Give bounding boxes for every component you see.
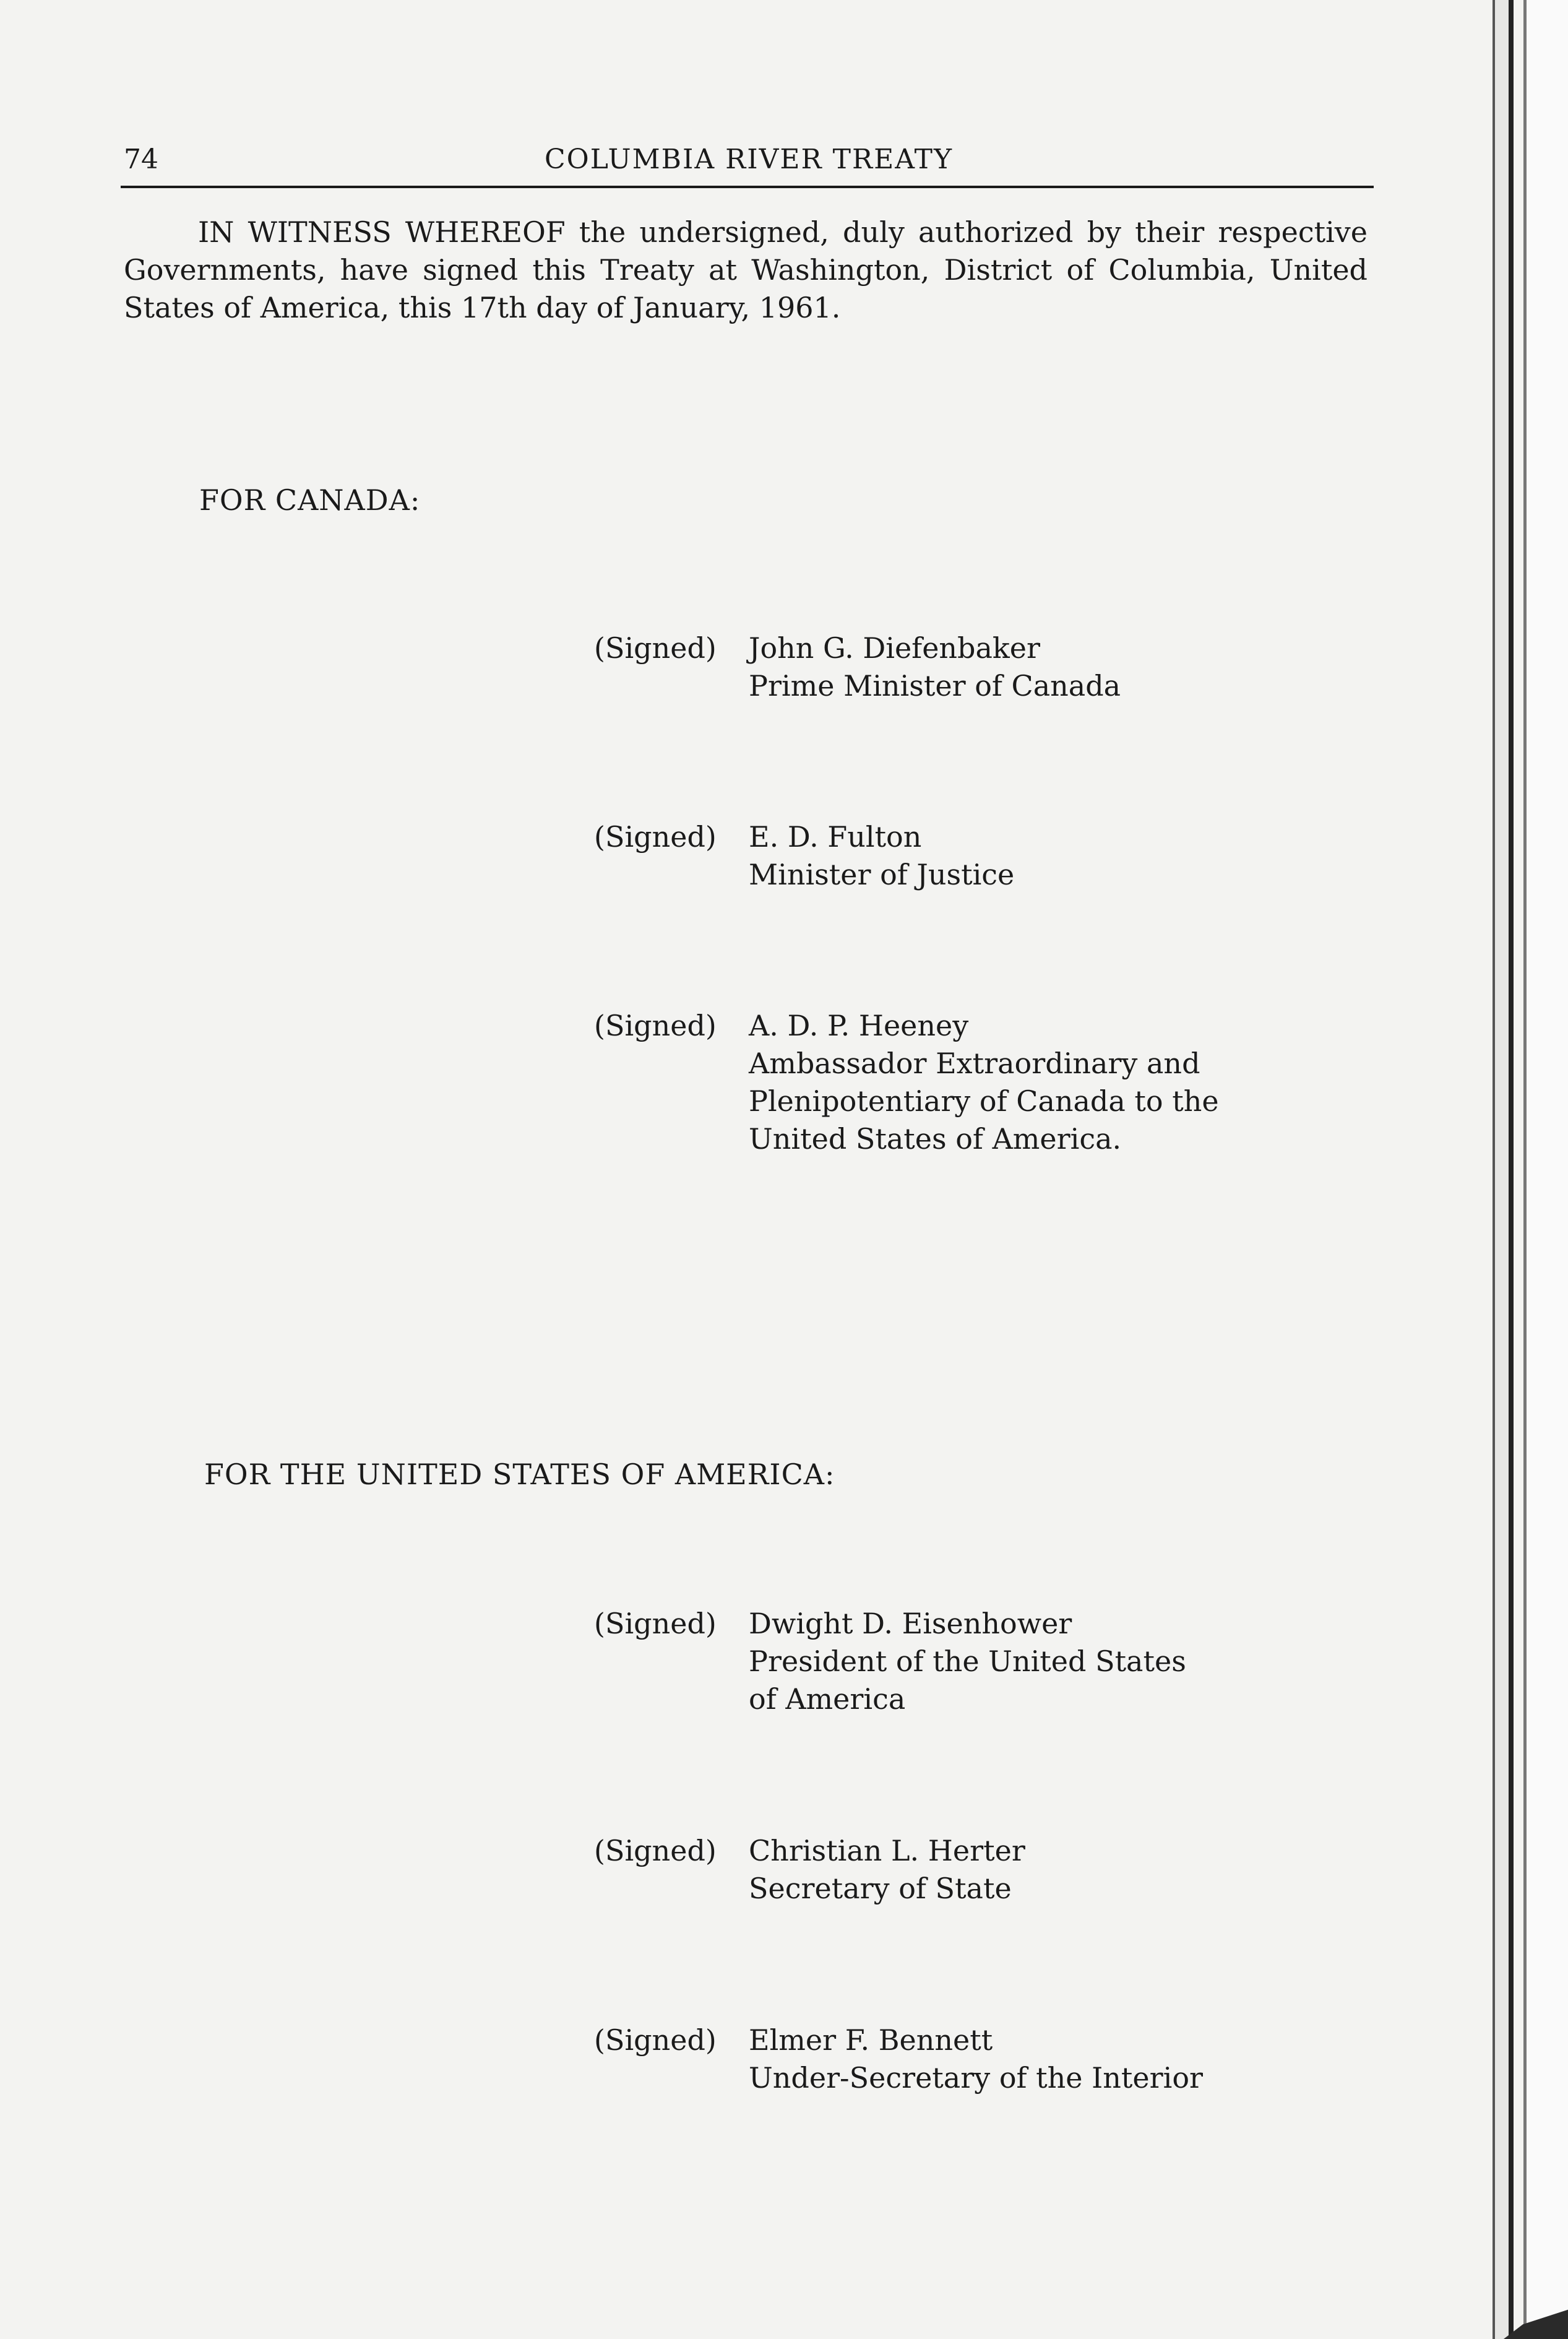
binding-shade (1495, 0, 1509, 2339)
signatory-title: of America (749, 1682, 906, 1716)
signatory-title: Secretary of State (749, 1872, 1012, 1905)
signed-label: (Signed) (594, 2023, 717, 2057)
signature-block-diefenbaker (594, 629, 1121, 705)
signatory-title: United States of America. (749, 1122, 1122, 1156)
scan-margin (1527, 0, 1568, 2339)
signatory-name: A. D. P. Heeney (749, 1009, 969, 1042)
running-title: COLUMBIA RIVER TREATY (544, 144, 954, 175)
signatory-title: Prime Minister of Canada (749, 669, 1121, 703)
signed-label: (Signed) (594, 1607, 717, 1640)
section-heading-united-states: FOR THE UNITED STATES OF AMERICA: (204, 1458, 835, 1491)
signature-block-bennett (594, 2021, 1203, 2097)
witness-paragraph: IN WITNESS WHEREOF the undersigned, duly authorized by their respective Governments, have signed this Treaty at Washington, District of Columbia, United States of America, this 17th day of January, 1961. (124, 215, 1368, 324)
signatory-name: John G. Diefenbaker (749, 631, 1041, 665)
binding-edge-line (1509, 0, 1514, 2339)
signature-block-heeney (594, 1007, 1219, 1158)
signed-label: (Signed) (594, 1009, 717, 1042)
signed-label: (Signed) (594, 820, 717, 854)
signatory-title: Minister of Justice (749, 858, 1015, 891)
signatory-name: E. D. Fulton (749, 820, 922, 854)
section-heading-canada: FOR CANADA: (199, 483, 421, 517)
signature-block-herter (594, 1832, 1025, 1908)
signed-label: (Signed) (594, 1834, 717, 1867)
signatory-name: Elmer F. Bennett (749, 2023, 993, 2057)
binding-edge-line (1493, 0, 1495, 2339)
page-number: 74 (124, 144, 158, 175)
signatory-title: Plenipotentiary of Canada to the (749, 1084, 1219, 1118)
signatory-name: Christian L. Herter (749, 1834, 1025, 1867)
signatory-title: President of the United States (749, 1645, 1186, 1678)
signed-label: (Signed) (594, 631, 717, 665)
signature-block-eisenhower (594, 1605, 1186, 1718)
header-rule (121, 186, 1374, 188)
signature-block-fulton (594, 818, 1014, 894)
signatory-name: Dwight D. Eisenhower (749, 1607, 1072, 1640)
signatory-title: Under-Secretary of the Interior (749, 2061, 1204, 2095)
signatory-title: Ambassador Extraordinary and (749, 1047, 1200, 1080)
